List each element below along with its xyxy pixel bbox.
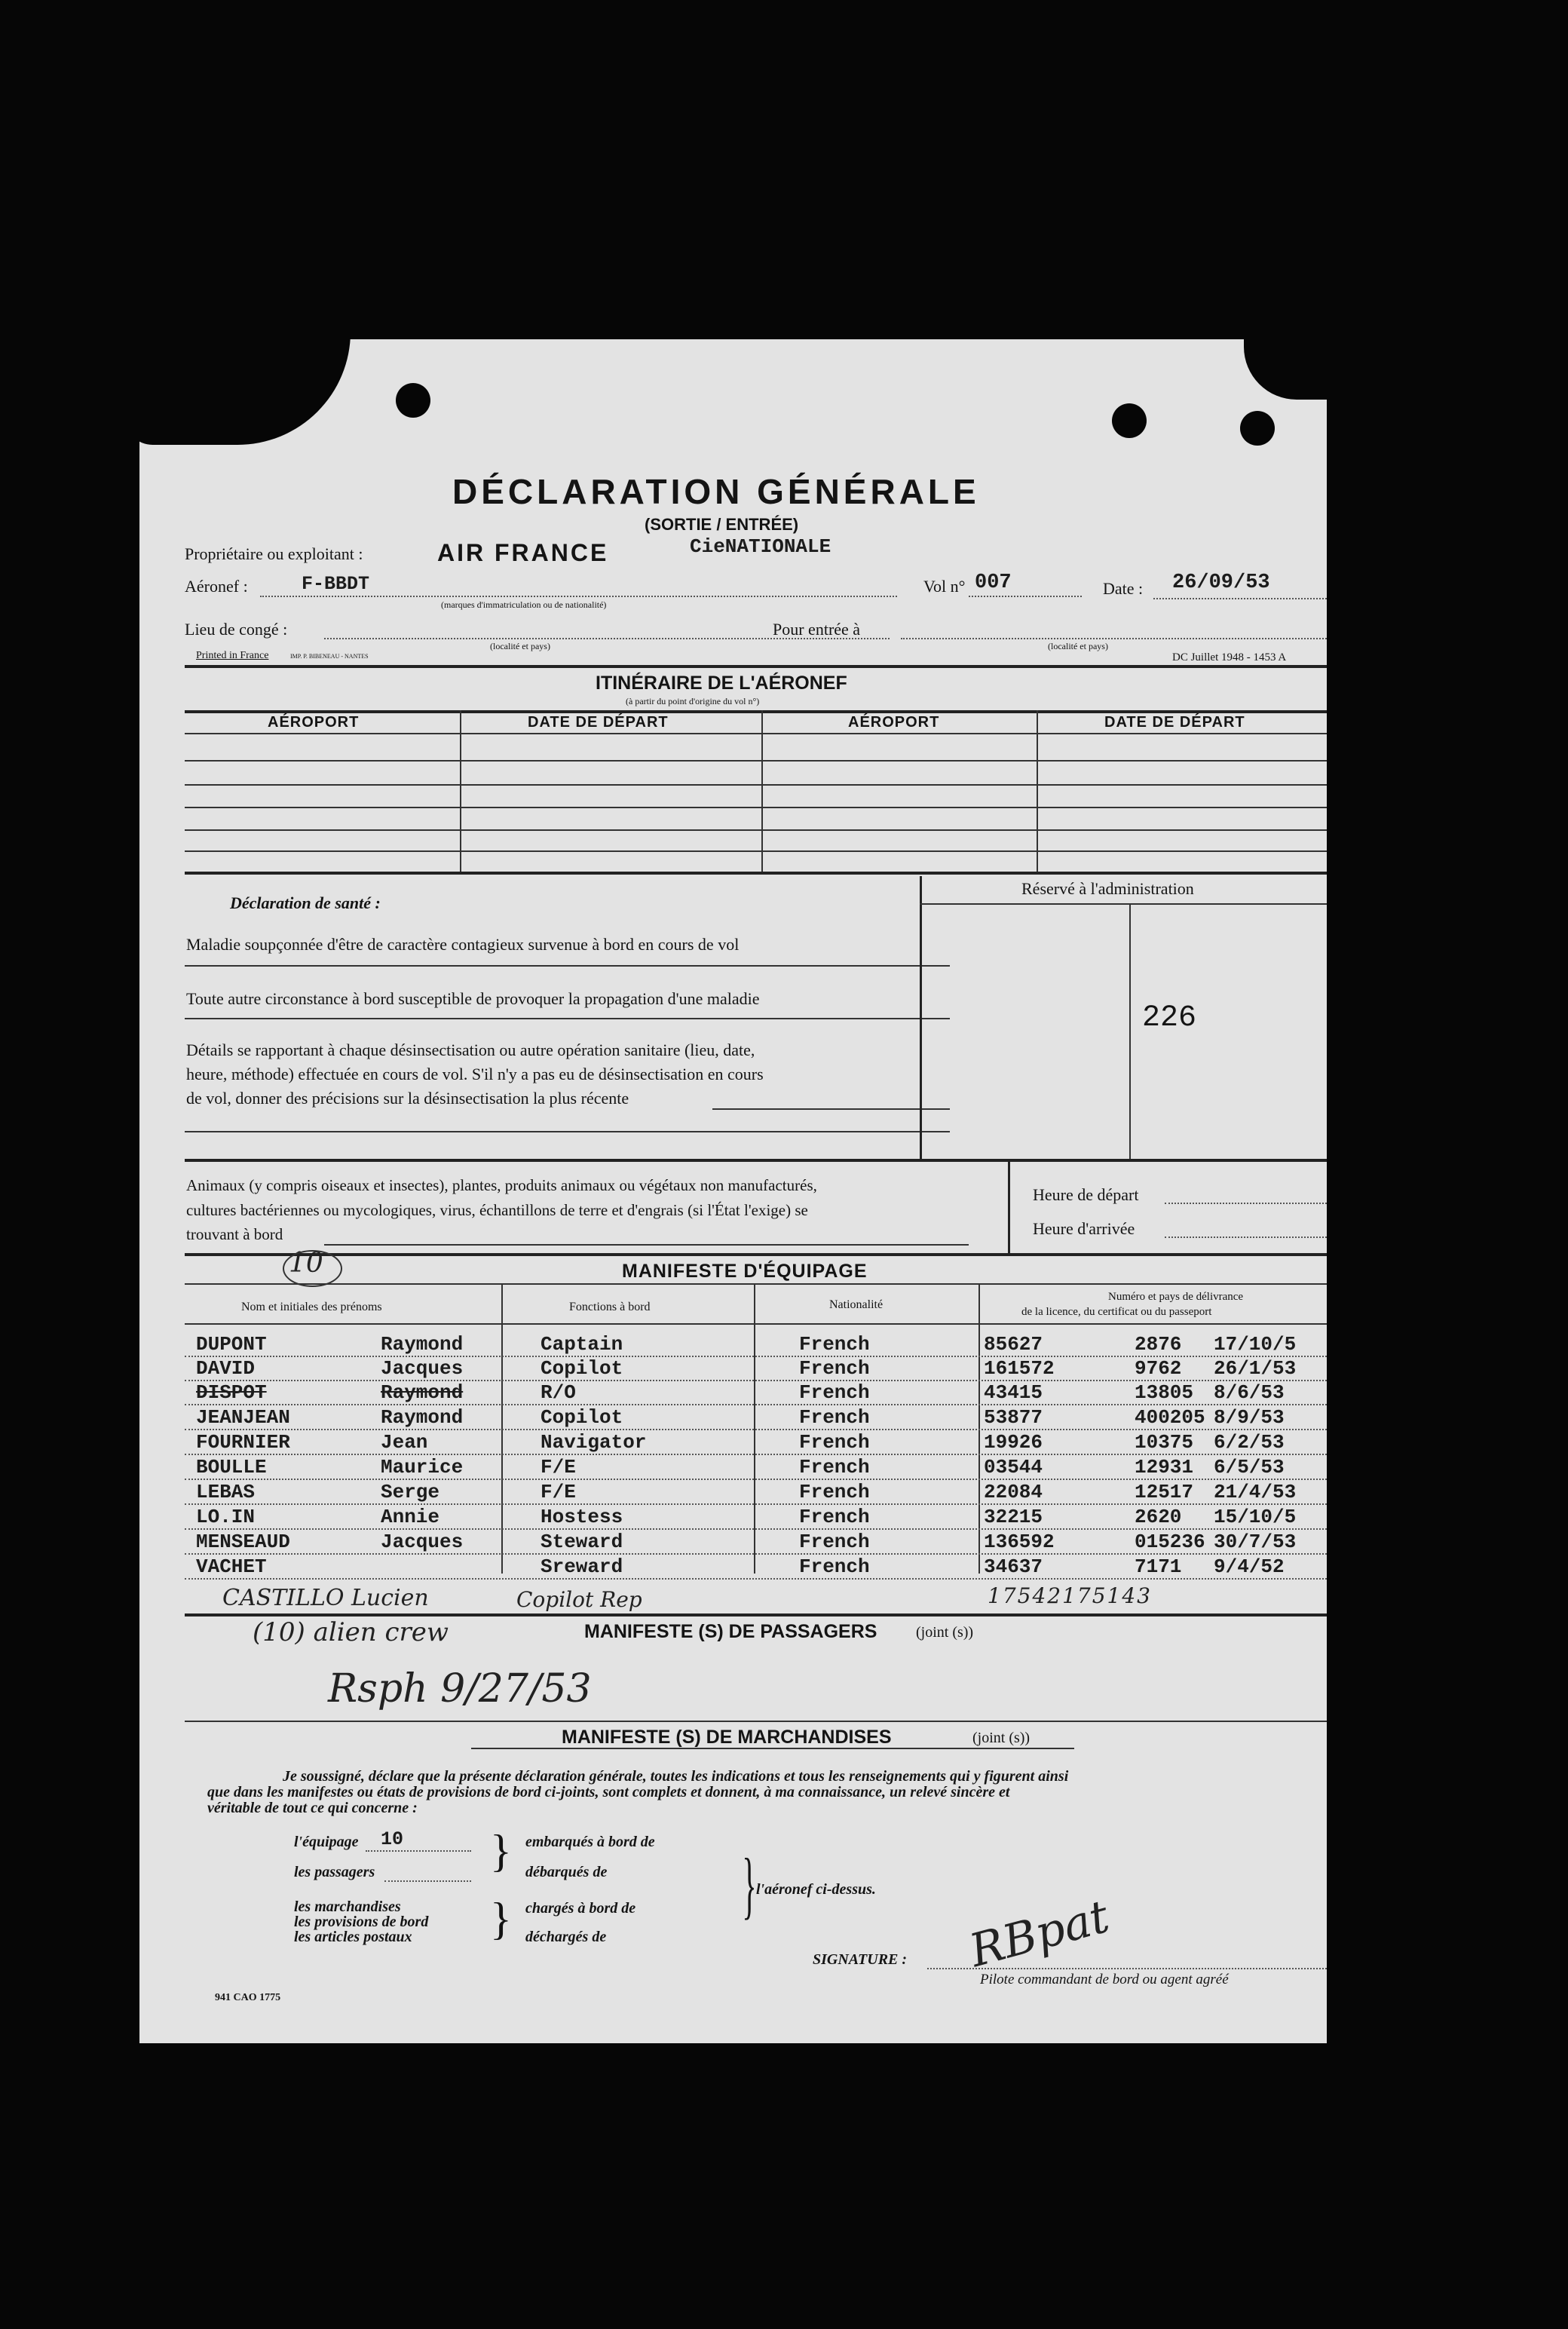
crew-nationality: French bbox=[799, 1333, 870, 1356]
crew-license-number-2: 400205 bbox=[1135, 1406, 1205, 1429]
declaration-form-page bbox=[139, 339, 1327, 2043]
circle-mark bbox=[283, 1250, 342, 1287]
crew-nationality: French bbox=[799, 1357, 870, 1380]
crew-nationality: French bbox=[799, 1381, 870, 1404]
itinerary-subtitle: (à partir du point d'origine du vol n°) bbox=[626, 696, 760, 706]
crew-manifest-title: MANIFESTE D'ÉQUIPAGE bbox=[622, 1261, 868, 1282]
crew-license-number: 53877 bbox=[984, 1406, 1043, 1429]
crew-surname: DUPONT bbox=[196, 1333, 267, 1356]
crew-nationality: French bbox=[799, 1456, 870, 1479]
crew-license-date: 21/4/53 bbox=[1214, 1481, 1297, 1503]
crew-row-rule bbox=[185, 1454, 1327, 1455]
itinerary-header-airport: AÉROPORT bbox=[268, 714, 360, 731]
date-label: Date : bbox=[1103, 579, 1144, 598]
crew-surname: DISPOT bbox=[196, 1381, 267, 1404]
aircraft-label: Aéronef : bbox=[185, 577, 248, 596]
crew-license-date: 9/4/52 bbox=[1214, 1555, 1285, 1578]
crew-license-number-2: 2620 bbox=[1135, 1506, 1182, 1528]
crew-function: Steward bbox=[541, 1531, 623, 1553]
crew-surname: LEBAS bbox=[196, 1481, 256, 1503]
crew-nationality: French bbox=[799, 1506, 870, 1528]
torn-corner-right bbox=[1244, 339, 1327, 400]
crew-row-rule bbox=[185, 1404, 1327, 1405]
flight-value: 007 bbox=[975, 572, 1012, 594]
footer-code: 941 CAO 1775 bbox=[215, 1992, 281, 2003]
crew-row-rule bbox=[185, 1578, 1327, 1580]
crew-license-number: 34637 bbox=[984, 1555, 1043, 1578]
health-line: de vol, donner des précisions sur la désinsectisation la plus récente bbox=[186, 1089, 629, 1108]
declaration-text: que dans les manifestes ou états de provisions de bord ci-joints, sont complets et donnent, à ma connaissance, un relevé sincère et bbox=[207, 1784, 1010, 1800]
crew-nationality: French bbox=[799, 1555, 870, 1578]
crew-license-date: 26/1/53 bbox=[1214, 1357, 1297, 1380]
crew-license-date: 8/6/53 bbox=[1214, 1381, 1285, 1404]
loaded-label: chargés à bord de bbox=[525, 1900, 636, 1917]
animals-line: cultures bactériennes ou mycologiques, virus, échantillons de terre et d'engrais (si l'État l'exige) se bbox=[186, 1201, 808, 1219]
form-title: DÉCLARATION GÉNÉRALE bbox=[452, 472, 980, 511]
embarked-label: embarqués à bord de bbox=[525, 1834, 655, 1850]
torn-corner bbox=[139, 339, 351, 445]
crew-first-name: Raymond bbox=[381, 1333, 464, 1356]
crew-nationality: French bbox=[799, 1481, 870, 1503]
crew-surname: JEANJEAN bbox=[196, 1406, 290, 1429]
crew-license-date: 6/5/53 bbox=[1214, 1456, 1285, 1479]
itinerary-header-date: DATE DE DÉPART bbox=[1104, 714, 1245, 731]
itinerary-title: ITINÉRAIRE DE L'AÉRONEF bbox=[596, 673, 847, 694]
crew-surname: MENSEAUD bbox=[196, 1531, 290, 1553]
signature-label: SIGNATURE : bbox=[813, 1951, 908, 1968]
admin-number: 226 bbox=[1142, 1001, 1197, 1035]
punch-hole bbox=[1112, 403, 1147, 438]
crew-function: Copilot bbox=[541, 1357, 623, 1380]
crew-nationality: French bbox=[799, 1531, 870, 1553]
crew-row-rule bbox=[185, 1503, 1327, 1505]
mail-declaration-label: les articles postaux bbox=[294, 1929, 412, 1945]
crew-license-number-2: 12517 bbox=[1135, 1481, 1194, 1503]
declaration-text: véritable de tout ce qui concerne : bbox=[207, 1800, 418, 1816]
crew-declaration-label: l'équipage bbox=[294, 1834, 359, 1850]
owner-value: AIR FRANCE bbox=[437, 539, 609, 566]
crew-license-date: 15/10/5 bbox=[1214, 1506, 1297, 1528]
added-crew-name: CASTILLO Lucien bbox=[222, 1585, 429, 1611]
aircraft-value: F-BBDT bbox=[302, 573, 370, 595]
punch-hole bbox=[396, 383, 430, 418]
crew-license-number: 32215 bbox=[984, 1506, 1043, 1528]
health-line: Maladie soupçonnée d'être de caractère contagieux survenue à bord en cours de vol bbox=[186, 935, 740, 954]
added-crew-number: 17542175143 bbox=[988, 1583, 1152, 1608]
arrival-time-label: Heure d'arrivée bbox=[1033, 1219, 1135, 1238]
brace: } bbox=[490, 1826, 512, 1876]
crew-license-date: 30/7/53 bbox=[1214, 1531, 1297, 1553]
crew-surname: DAVID bbox=[196, 1357, 256, 1380]
added-crew-function: Copilot Rep bbox=[516, 1587, 642, 1612]
crew-first-name: Jean bbox=[381, 1431, 428, 1454]
cargo-manifest-title: MANIFESTE (S) DE MARCHANDISES bbox=[562, 1727, 892, 1748]
health-line: heure, méthode) effectuée en cours de vol. S'il n'y a pas eu de désinsectisation en cours bbox=[186, 1065, 764, 1083]
aircraft-note: (marques d'immatriculation ou de nationalité) bbox=[441, 599, 607, 610]
crew-first-name: Maurice bbox=[381, 1456, 464, 1479]
crew-first-name: Raymond bbox=[381, 1406, 464, 1429]
crew-license-number-2: 13805 bbox=[1135, 1381, 1194, 1404]
crew-row-rule bbox=[185, 1553, 1327, 1555]
itinerary-header-date: DATE DE DÉPART bbox=[528, 714, 669, 731]
unloaded-label: déchargés de bbox=[525, 1929, 607, 1945]
crew-declaration-value: 10 bbox=[381, 1828, 404, 1850]
flight-label: Vol n° bbox=[923, 577, 966, 596]
crew-first-name: Annie bbox=[381, 1506, 440, 1528]
crew-first-name: Raymond bbox=[381, 1381, 464, 1404]
crew-header-nationality: Nationalité bbox=[829, 1298, 884, 1311]
form-subtitle: (SORTIE / ENTRÉE) bbox=[645, 515, 799, 534]
crew-license-number: 161572 bbox=[984, 1357, 1055, 1380]
crew-first-name: Jacques bbox=[381, 1357, 464, 1380]
crew-surname: BOULLE bbox=[196, 1456, 267, 1479]
locality-note: (localité et pays) bbox=[1048, 641, 1108, 651]
crew-license-date: 8/9/53 bbox=[1214, 1406, 1285, 1429]
crew-nationality: French bbox=[799, 1406, 870, 1429]
aircraft-above-label: l'aéronef ci-dessus. bbox=[756, 1881, 876, 1898]
crew-row-rule bbox=[185, 1479, 1327, 1480]
crew-license-date: 6/2/53 bbox=[1214, 1431, 1285, 1454]
owner-typed: CieNATIONALE bbox=[690, 535, 831, 558]
passenger-joint: (joint (s)) bbox=[916, 1624, 974, 1641]
passenger-hand-note: Rsph 9/27/53 bbox=[328, 1666, 592, 1712]
crew-function: Navigator bbox=[541, 1431, 647, 1454]
crew-function: Captain bbox=[541, 1333, 623, 1356]
provisions-declaration-label: les provisions de bord bbox=[294, 1914, 429, 1930]
crew-license-number-2: 9762 bbox=[1135, 1357, 1182, 1380]
health-line: Détails se rapportant à chaque désinsectisation ou autre opération sanitaire (lieu, date, bbox=[186, 1040, 755, 1059]
crew-count-mark: 10 bbox=[289, 1248, 323, 1279]
crew-license-number: 22084 bbox=[984, 1481, 1043, 1503]
crew-header-license: de la licence, du certificat ou du passeport bbox=[1021, 1306, 1212, 1318]
crew-license-number-2: 015236 bbox=[1135, 1531, 1205, 1553]
crew-header-license: Numéro et pays de délivrance bbox=[1108, 1291, 1244, 1303]
crew-license-date: 17/10/5 bbox=[1214, 1333, 1297, 1356]
brace: } bbox=[490, 1894, 512, 1944]
brace: } bbox=[742, 1843, 757, 1926]
punch-hole bbox=[1240, 411, 1275, 446]
crew-license-number: 19926 bbox=[984, 1431, 1043, 1454]
cargo-joint: (joint (s)) bbox=[972, 1730, 1031, 1746]
printed-in: Printed in France bbox=[196, 650, 269, 661]
crew-function: Hostess bbox=[541, 1506, 623, 1528]
crew-row-rule bbox=[185, 1429, 1327, 1430]
crew-surname: FOURNIER bbox=[196, 1431, 290, 1454]
crew-license-number-2: 12931 bbox=[1135, 1456, 1194, 1479]
crew-license-number: 03544 bbox=[984, 1456, 1043, 1479]
crew-license-number: 85627 bbox=[984, 1333, 1043, 1356]
passenger-manifest-title: MANIFESTE (S) DE PASSAGERS bbox=[584, 1621, 877, 1642]
crew-function: R/O bbox=[541, 1381, 576, 1404]
crew-nationality: French bbox=[799, 1431, 870, 1454]
crew-surname: VACHET bbox=[196, 1555, 267, 1578]
departure-time-label: Heure de départ bbox=[1033, 1185, 1139, 1204]
itinerary-header-airport: AÉROPORT bbox=[848, 714, 940, 731]
arrival-label: Pour entrée à bbox=[773, 620, 861, 639]
signer-role: Pilote commandant de bord ou agent agréé bbox=[980, 1972, 1229, 1987]
health-title: Déclaration de santé : bbox=[230, 893, 381, 912]
crew-surname: LO.IN bbox=[196, 1506, 256, 1528]
departure-label: Lieu de congé : bbox=[185, 620, 288, 639]
owner-label: Propriétaire ou exploitant : bbox=[185, 544, 363, 563]
crew-header-function: Fonctions à bord bbox=[569, 1301, 651, 1313]
animals-line: Animaux (y compris oiseaux et insectes), plantes, produits animaux ou végétaux non manufacturés, bbox=[186, 1176, 817, 1194]
disembarked-label: débarqués de bbox=[525, 1864, 608, 1880]
printer: IMP. P. BIBENEAU - NANTES bbox=[290, 653, 369, 660]
animals-line: trouvant à bord bbox=[186, 1225, 283, 1243]
form-code: DC Juillet 1948 - 1453 A bbox=[1172, 651, 1287, 663]
crew-license-number-2: 2876 bbox=[1135, 1333, 1182, 1356]
signature-handwritten: RBpat bbox=[964, 1889, 1115, 1978]
locality-note: (localité et pays) bbox=[490, 641, 550, 651]
crew-first-name: Jacques bbox=[381, 1531, 464, 1553]
crew-license-number: 136592 bbox=[984, 1531, 1055, 1553]
crew-header-name: Nom et initiales des prénoms bbox=[241, 1301, 382, 1313]
crew-function: Copilot bbox=[541, 1406, 623, 1429]
admin-title: Réservé à l'administration bbox=[1021, 879, 1194, 898]
crew-function: Sreward bbox=[541, 1555, 623, 1578]
pax-declaration-label: les passagers bbox=[294, 1864, 375, 1880]
crew-row-rule bbox=[185, 1528, 1327, 1530]
crew-first-name: Serge bbox=[381, 1481, 440, 1503]
health-line: Toute autre circonstance à bord susceptible de provoquer la propagation d'une maladie bbox=[186, 989, 760, 1008]
crew-license-number: 43415 bbox=[984, 1381, 1043, 1404]
crew-function: F/E bbox=[541, 1456, 576, 1479]
crew-function: F/E bbox=[541, 1481, 576, 1503]
crew-license-number-2: 10375 bbox=[1135, 1431, 1194, 1454]
goods-declaration-label: les marchandises bbox=[294, 1898, 401, 1915]
date-value: 26/09/53 bbox=[1172, 572, 1270, 594]
crew-license-number-2: 7171 bbox=[1135, 1555, 1182, 1578]
passenger-hand-note: (10) alien crew bbox=[253, 1617, 449, 1647]
declaration-text: Je soussigné, déclare que la présente déclaration générale, toutes les indications et tous les renseignements qui y figurent ainsi bbox=[283, 1768, 1069, 1785]
